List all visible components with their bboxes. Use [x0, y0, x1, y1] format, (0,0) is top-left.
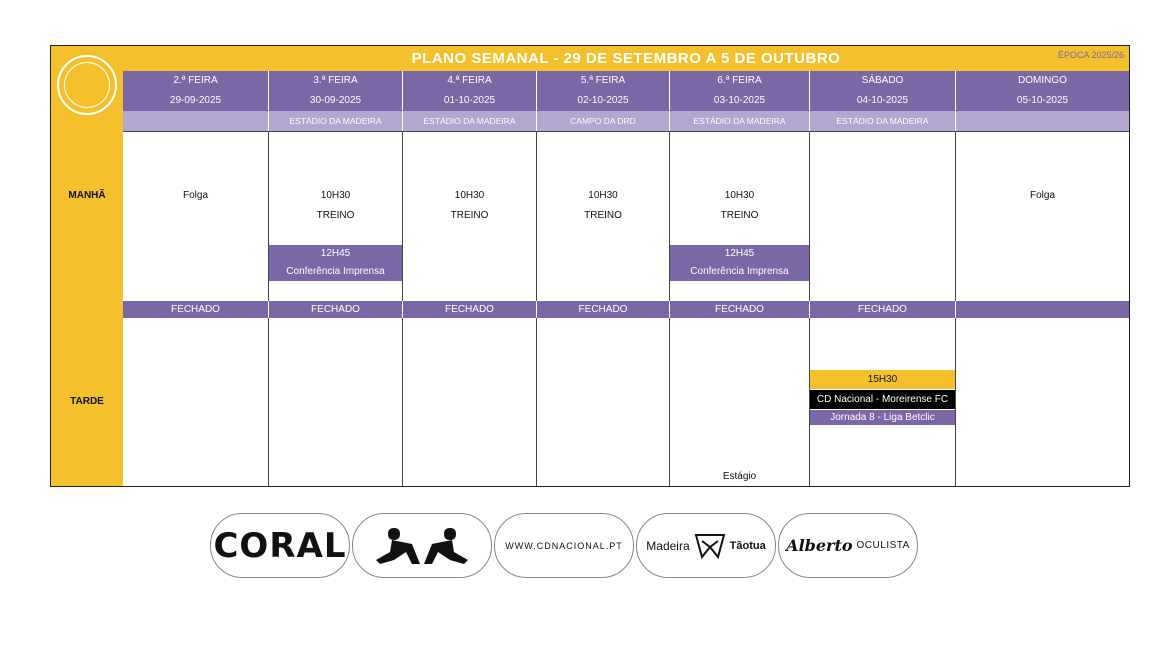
morning-tue-time: 10H30: [320, 190, 351, 201]
sponsor-alberto: [778, 513, 918, 578]
day-date: 03-10-2025: [713, 95, 766, 106]
day-header-wed: [403, 71, 537, 111]
sponsor-kappa: [352, 513, 492, 578]
madeira-logo-icon: [694, 533, 726, 559]
morning-thu-time: 10H30: [588, 190, 618, 201]
day-header-mon: [123, 71, 269, 111]
location-thu: CAMPO DA DRD: [537, 111, 670, 131]
day-date: 04-10-2025: [856, 95, 909, 106]
day-name: 2.ª FEIRA: [173, 75, 218, 86]
morning-tue-activity: TREINO: [316, 210, 355, 221]
kappa-logo-icon: [372, 524, 472, 568]
madeira-text: Madeira: [646, 538, 690, 553]
day-date: 02-10-2025: [577, 95, 629, 106]
day-name: 4.ª FEIRA: [447, 75, 492, 86]
location-sun: [956, 111, 1129, 131]
press-label: Conferência Imprensa: [286, 266, 385, 277]
season-label: ÉPOCA 2025/26: [1057, 50, 1124, 60]
morning-wed-activity: TREINO: [450, 210, 489, 221]
press-conference-tue: [269, 245, 402, 281]
closed-mon: FECHADO: [123, 301, 269, 318]
closed-tue: FECHADO: [269, 301, 403, 318]
closed-thu: FECHADO: [537, 301, 670, 318]
oculista-text: OCULISTA: [856, 540, 910, 551]
closed-sat: FECHADO: [810, 301, 956, 318]
row-label-morning: MANHÃ: [68, 190, 106, 201]
alberto-text: Alberto: [786, 536, 853, 555]
taotua-text: Tãotua: [729, 539, 766, 552]
day-date: 30-09-2025: [309, 95, 362, 106]
day-header-sun: [956, 71, 1129, 111]
closed-fri: FECHADO: [670, 301, 810, 318]
day-name: 6.ª FEIRA: [717, 75, 762, 86]
day-header-tue: [269, 71, 403, 111]
press-time: 12H45: [320, 248, 351, 259]
day-date: 05-10-2025: [1016, 95, 1069, 106]
press-label: Conferência Imprensa: [690, 266, 789, 277]
location-tue: ESTÁDIO DA MADEIRA: [269, 111, 403, 131]
page-title: PLANO SEMANAL - 29 DE SETEMBRO A 5 DE OUTUBRO: [123, 46, 1129, 71]
website-text: WWW.CDNACIONAL.PT: [505, 540, 623, 551]
morning-wed-time: 10H30: [454, 190, 485, 201]
morning-fri-time: 10H30: [724, 190, 755, 201]
sponsor-coral: [210, 513, 350, 578]
grid-line: [123, 131, 1129, 132]
day-name: SÁBADO: [861, 75, 904, 86]
game-match: CD Nacional - Moreirense FC: [810, 390, 955, 409]
location-mon: [123, 111, 269, 131]
day-date: 29-09-2025: [169, 95, 222, 106]
day-name: DOMINGO: [1018, 75, 1067, 86]
press-conference-fri: [670, 245, 809, 281]
row-label-afternoon: TARDE: [70, 396, 104, 407]
coral-logo-text: CORAL: [213, 525, 347, 566]
morning-sun-text: Folga: [1029, 190, 1055, 201]
location-sat: ESTÁDIO DA MADEIRA: [810, 111, 956, 131]
game-time: 15H30: [810, 370, 955, 389]
closed-wed: FECHADO: [403, 301, 537, 318]
morning-mon-text: Folga: [182, 190, 208, 201]
closed-sun: [956, 301, 1129, 318]
club-crest-icon: [57, 55, 117, 115]
day-name: 3.ª FEIRA: [313, 75, 358, 86]
morning-thu-activity: TREINO: [584, 210, 622, 221]
morning-fri-activity: TREINO: [720, 210, 759, 221]
game-round: Jornada 8 - Liga Betclic: [810, 410, 955, 425]
afternoon-fri-text: Estágio: [722, 471, 757, 482]
sponsor-website: [494, 513, 634, 578]
day-header-thu: [537, 71, 670, 111]
sponsor-madeira: [636, 513, 776, 578]
day-name: 5.ª FEIRA: [580, 75, 626, 86]
press-time: 12H45: [724, 248, 755, 259]
location-wed: ESTÁDIO DA MADEIRA: [403, 111, 537, 131]
day-header-sat: [810, 71, 956, 111]
day-header-fri: [670, 71, 810, 111]
location-fri: ESTÁDIO DA MADEIRA: [670, 111, 810, 131]
day-date: 01-10-2025: [443, 95, 496, 106]
